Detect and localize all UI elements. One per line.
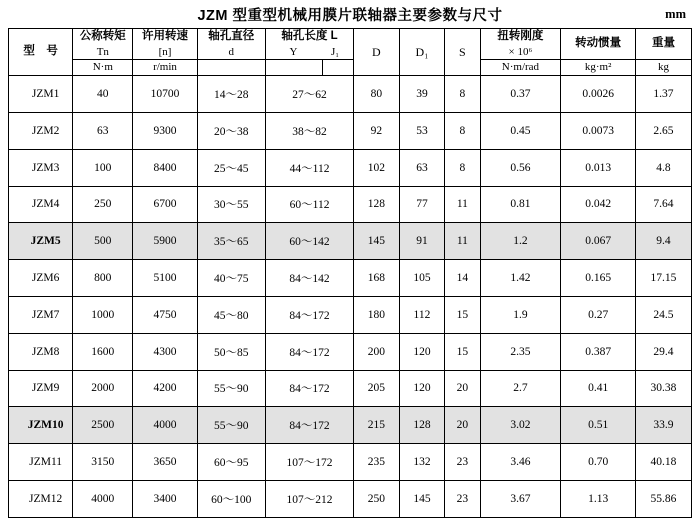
cell-stiffness: 0.37 (480, 76, 561, 113)
cell-torque: 4000 (73, 480, 133, 517)
header-bore-length-j1-unit (323, 60, 354, 76)
cell-stiffness: 3.67 (480, 480, 561, 517)
cell-model: JZM11 (9, 444, 73, 481)
cell-torque: 1600 (73, 333, 133, 370)
cell-D: 80 (354, 76, 400, 113)
cell-weight: 1.37 (635, 76, 691, 113)
table-row (9, 149, 692, 186)
cell-torque: 2000 (73, 370, 133, 407)
cell-D: 205 (354, 370, 400, 407)
cell-S: 8 (445, 113, 480, 150)
header-bore-length: 轴孔长度 L Y J₁ (266, 29, 354, 60)
cell-stiffness: 1.9 (480, 296, 561, 333)
cell-bore-length: 107～172 (266, 444, 354, 481)
cell-inertia: 0.51 (561, 407, 636, 444)
cell-S: 14 (445, 260, 480, 297)
cell-inertia: 0.165 (561, 260, 636, 297)
table-row (9, 370, 692, 407)
cell-stiffness: 2.35 (480, 333, 561, 370)
cell-speed: 3400 (133, 480, 197, 517)
cell-S: 15 (445, 296, 480, 333)
cell-D1: 120 (399, 333, 445, 370)
cell-bore-length: 38～82 (266, 113, 354, 150)
cell-bore-length: 84～172 (266, 407, 354, 444)
cell-S: 23 (445, 444, 480, 481)
header-speed: 许用转速 [n] (133, 29, 197, 60)
cell-speed: 8400 (133, 149, 197, 186)
cell-model: JZM8 (9, 333, 73, 370)
cell-bore-diameter: 25～45 (197, 149, 265, 186)
cell-model: JZM9 (9, 370, 73, 407)
page-title: JZM 型重型机械用膜片联轴器主要参数与尺寸 (197, 7, 503, 24)
table-header-units-row (9, 60, 692, 76)
cell-stiffness: 1.42 (480, 260, 561, 297)
cell-bore-diameter: 20～38 (197, 113, 265, 150)
cell-D1: 63 (399, 149, 445, 186)
cell-bore-length: 60～142 (266, 223, 354, 260)
cell-bore-length: 60～112 (266, 186, 354, 223)
cell-inertia: 0.013 (561, 149, 636, 186)
cell-torque: 40 (73, 76, 133, 113)
table-row (9, 444, 692, 481)
cell-weight: 29.4 (635, 333, 691, 370)
table-row (9, 113, 692, 150)
cell-D1: 105 (399, 260, 445, 297)
cell-D1: 145 (399, 480, 445, 517)
cell-bore-length: 84～172 (266, 370, 354, 407)
unit-label: mm (665, 7, 686, 21)
cell-speed: 4300 (133, 333, 197, 370)
cell-D: 102 (354, 149, 400, 186)
header-torque: 公称转矩 Tn (73, 29, 133, 60)
cell-bore-length: 84～172 (266, 296, 354, 333)
header-bore-diameter-unit (197, 60, 265, 76)
cell-stiffness: 1.2 (480, 223, 561, 260)
parameters-table (8, 28, 692, 518)
cell-inertia: 0.41 (561, 370, 636, 407)
cell-speed: 4000 (133, 407, 197, 444)
cell-D1: 39 (399, 76, 445, 113)
cell-speed: 9300 (133, 113, 197, 150)
cell-weight: 30.38 (635, 370, 691, 407)
cell-inertia: 0.387 (561, 333, 636, 370)
header-stiffness-unit: N·m/rad (480, 60, 561, 76)
cell-torque: 1000 (73, 296, 133, 333)
title-row (0, 0, 700, 28)
cell-S: 20 (445, 407, 480, 444)
cell-model: JZM12 (9, 480, 73, 517)
header-torque-unit: N·m (73, 60, 133, 76)
table-row (9, 480, 692, 517)
cell-inertia: 0.042 (561, 186, 636, 223)
cell-torque: 250 (73, 186, 133, 223)
cell-D: 92 (354, 113, 400, 150)
table-row (9, 260, 692, 297)
cell-S: 20 (445, 370, 480, 407)
cell-weight: 40.18 (635, 444, 691, 481)
cell-D1: 120 (399, 370, 445, 407)
cell-inertia: 0.27 (561, 296, 636, 333)
cell-weight: 55.86 (635, 480, 691, 517)
header-D: D (354, 29, 400, 76)
header-bore-length-y-unit (266, 60, 323, 76)
cell-bore-length: 27～62 (266, 76, 354, 113)
cell-speed: 10700 (133, 76, 197, 113)
cell-bore-diameter: 45～80 (197, 296, 265, 333)
cell-model: JZM3 (9, 149, 73, 186)
cell-model: JZM7 (9, 296, 73, 333)
header-weight: 重量 (635, 29, 691, 60)
header-bore-diameter: 轴孔直径 d (197, 29, 265, 60)
cell-D1: 132 (399, 444, 445, 481)
cell-bore-length: 44～112 (266, 149, 354, 186)
table-header-row (9, 29, 692, 60)
cell-model: JZM5 (9, 223, 73, 260)
cell-model: JZM4 (9, 186, 73, 223)
cell-D: 168 (354, 260, 400, 297)
cell-speed: 4200 (133, 370, 197, 407)
cell-S: 8 (445, 149, 480, 186)
cell-bore-diameter: 60～100 (197, 480, 265, 517)
cell-stiffness: 2.7 (480, 370, 561, 407)
cell-D1: 112 (399, 296, 445, 333)
cell-S: 11 (445, 186, 480, 223)
cell-weight: 7.64 (635, 186, 691, 223)
cell-model: JZM10 (9, 407, 73, 444)
cell-inertia: 0.0073 (561, 113, 636, 150)
cell-stiffness: 0.45 (480, 113, 561, 150)
header-weight-unit: kg (635, 60, 691, 76)
cell-stiffness: 0.81 (480, 186, 561, 223)
cell-stiffness: 3.02 (480, 407, 561, 444)
cell-stiffness: 3.46 (480, 444, 561, 481)
cell-weight: 2.65 (635, 113, 691, 150)
cell-bore-length: 84～142 (266, 260, 354, 297)
cell-weight: 4.8 (635, 149, 691, 186)
cell-speed: 6700 (133, 186, 197, 223)
cell-inertia: 1.13 (561, 480, 636, 517)
cell-weight: 9.4 (635, 223, 691, 260)
table-row (9, 333, 692, 370)
table-row (9, 186, 692, 223)
cell-torque: 2500 (73, 407, 133, 444)
cell-D: 200 (354, 333, 400, 370)
cell-weight: 17.15 (635, 260, 691, 297)
header-inertia-unit: kg·m² (561, 60, 636, 76)
cell-bore-length: 107～212 (266, 480, 354, 517)
table-row (9, 223, 692, 260)
cell-S: 8 (445, 76, 480, 113)
cell-S: 15 (445, 333, 480, 370)
cell-torque: 800 (73, 260, 133, 297)
cell-speed: 5900 (133, 223, 197, 260)
cell-bore-diameter: 14～28 (197, 76, 265, 113)
header-S: S (445, 29, 480, 76)
cell-inertia: 0.0026 (561, 76, 636, 113)
cell-model: JZM6 (9, 260, 73, 297)
cell-weight: 33.9 (635, 407, 691, 444)
cell-bore-diameter: 40～75 (197, 260, 265, 297)
cell-bore-length: 84～172 (266, 333, 354, 370)
cell-S: 11 (445, 223, 480, 260)
cell-bore-diameter: 55～90 (197, 370, 265, 407)
cell-D: 235 (354, 444, 400, 481)
cell-D1: 128 (399, 407, 445, 444)
cell-speed: 5100 (133, 260, 197, 297)
cell-bore-diameter: 55～90 (197, 407, 265, 444)
cell-weight: 24.5 (635, 296, 691, 333)
header-D1: D₁ (399, 29, 445, 76)
cell-bore-diameter: 50～85 (197, 333, 265, 370)
cell-D: 128 (354, 186, 400, 223)
table-row (9, 296, 692, 333)
table-row (9, 76, 692, 113)
cell-torque: 63 (73, 113, 133, 150)
cell-bore-diameter: 30～55 (197, 186, 265, 223)
cell-model: JZM1 (9, 76, 73, 113)
header-stiffness: 扭转刚度 × 10⁶ (480, 29, 561, 60)
cell-D1: 53 (399, 113, 445, 150)
cell-D: 215 (354, 407, 400, 444)
cell-torque: 100 (73, 149, 133, 186)
cell-S: 23 (445, 480, 480, 517)
table-row (9, 407, 692, 444)
cell-model: JZM2 (9, 113, 73, 150)
cell-D1: 77 (399, 186, 445, 223)
cell-torque: 3150 (73, 444, 133, 481)
cell-D: 180 (354, 296, 400, 333)
cell-inertia: 0.067 (561, 223, 636, 260)
cell-bore-diameter: 60～95 (197, 444, 265, 481)
cell-D: 250 (354, 480, 400, 517)
header-inertia: 转动惯量 (561, 29, 636, 60)
header-speed-unit: r/min (133, 60, 197, 76)
cell-speed: 3650 (133, 444, 197, 481)
cell-D: 145 (354, 223, 400, 260)
cell-D1: 91 (399, 223, 445, 260)
cell-stiffness: 0.56 (480, 149, 561, 186)
header-model: 型 号 (9, 29, 73, 76)
cell-torque: 500 (73, 223, 133, 260)
cell-bore-diameter: 35～65 (197, 223, 265, 260)
cell-speed: 4750 (133, 296, 197, 333)
cell-inertia: 0.70 (561, 444, 636, 481)
